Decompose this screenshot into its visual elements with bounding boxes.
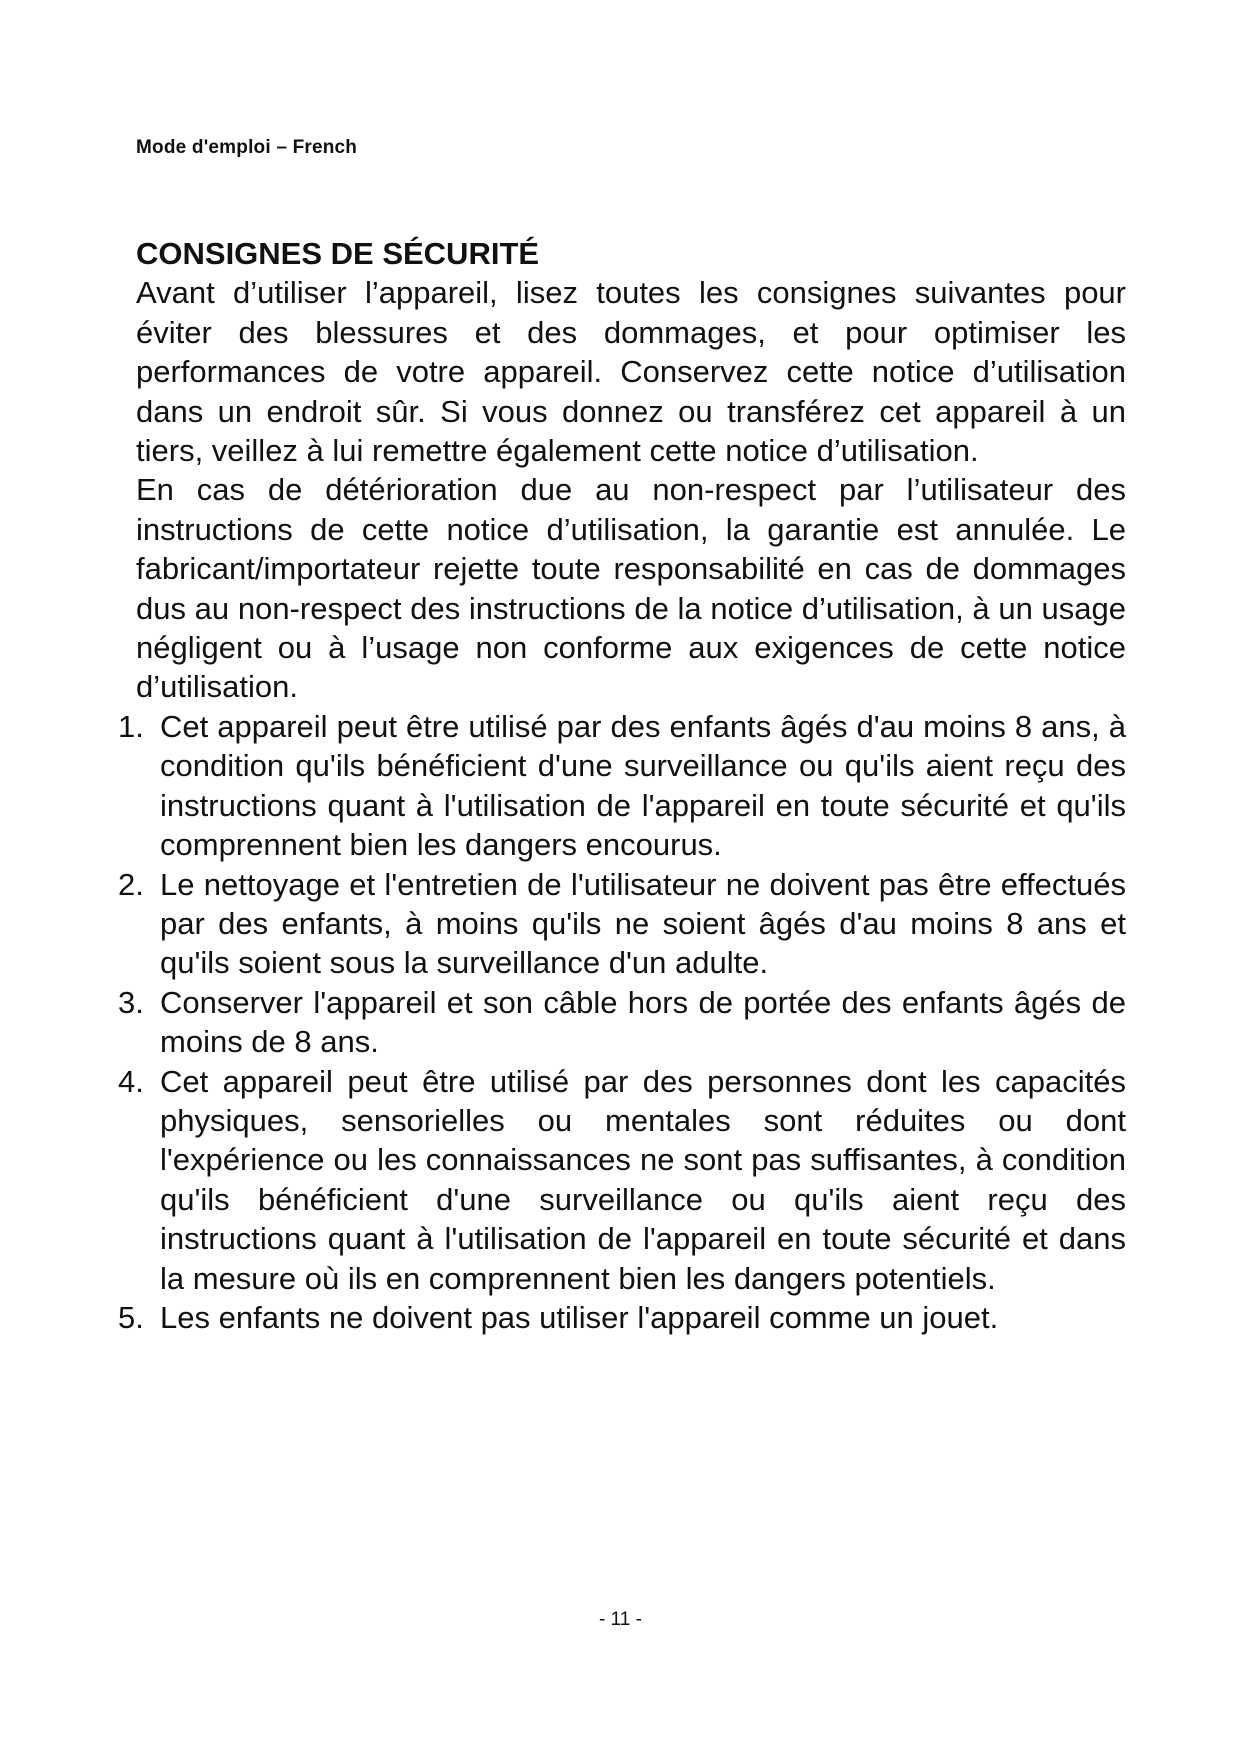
safety-section — [118, 234, 1126, 1337]
document-header: Mode d'emploi – French — [136, 137, 358, 158]
list-item — [118, 1298, 1126, 1337]
page-number: - 11 - — [599, 1609, 642, 1630]
list-item — [118, 865, 1126, 983]
list-item-number: 5. — [118, 1299, 144, 1335]
list-item-number: 4. — [118, 1063, 144, 1099]
list-item-text: Le nettoyage et l'entretien de l'utilisateur ne doivent pas être effectués par des enfants, à moins qu'ils ne soient âgés d'au moins 8 ans et qu'ils soient sous la surveillance d'un adulte. — [160, 866, 1126, 981]
list-item-text: Cet appareil peut être utilisé par des personnes dont les capacités physiques, sensorielles ou mentales sont réduites ou dont l'expérience ou les connaissances ne sont pas suffisantes, à condition qu'ils bénéficient d'une surveillance ou qu'ils aient reçu des instructions quant à l'utilisation de l'appareil en toute sécurité et dans la mesure où ils en comprennent bien les dangers potentiels. — [160, 1063, 1126, 1296]
warranty-paragraph: En cas de détérioration due au non-respect par l’utilisateur des instructions de cette notice d’utilisation, la garantie est annulée. Le fabricant/importateur rejette toute responsabilité en cas de dommages dus au non-respect des instructions de la notice d’utilisation, à un usage négligent ou à l’usage non conforme aux exigences de cette notice d’utilisation. — [136, 472, 1126, 705]
list-item-number: 1. — [118, 708, 144, 744]
list-item — [118, 1062, 1126, 1298]
intro-paragraph: Avant d’utiliser l’appareil, lisez toutes les consignes suivantes pour éviter des blessures et des dommages, et pour optimiser les performances de votre appareil. Conservez cette notice d’utilisation dans un endroit sûr. Si vous donnez ou transférez cet appareil à un tiers, veillez à lui remettre également cette notice d’utilisation. — [136, 275, 1126, 469]
list-item-text: Cet appareil peut être utilisé par des enfants âgés d'au moins 8 ans, à condition qu'ils bénéficient d'une surveillance ou qu'ils aient reçu des instructions quant à l'utilisation de l'appareil en toute sécurité et qu'ils comprennent bien les dangers encourus. — [160, 708, 1126, 863]
list-item-number: 3. — [118, 984, 144, 1020]
section-title: CONSIGNES DE SÉCURITÉ — [136, 236, 540, 271]
list-item-text: Conserver l'appareil et son câble hors de portée des enfants âgés de moins de 8 ans. — [160, 984, 1126, 1060]
list-item-number: 2. — [118, 866, 144, 902]
safety-instructions-list — [118, 707, 1126, 1338]
list-item — [118, 707, 1126, 865]
list-item-text: Les enfants ne doivent pas utiliser l'appareil comme un jouet. — [160, 1299, 999, 1335]
list-item — [118, 983, 1126, 1062]
